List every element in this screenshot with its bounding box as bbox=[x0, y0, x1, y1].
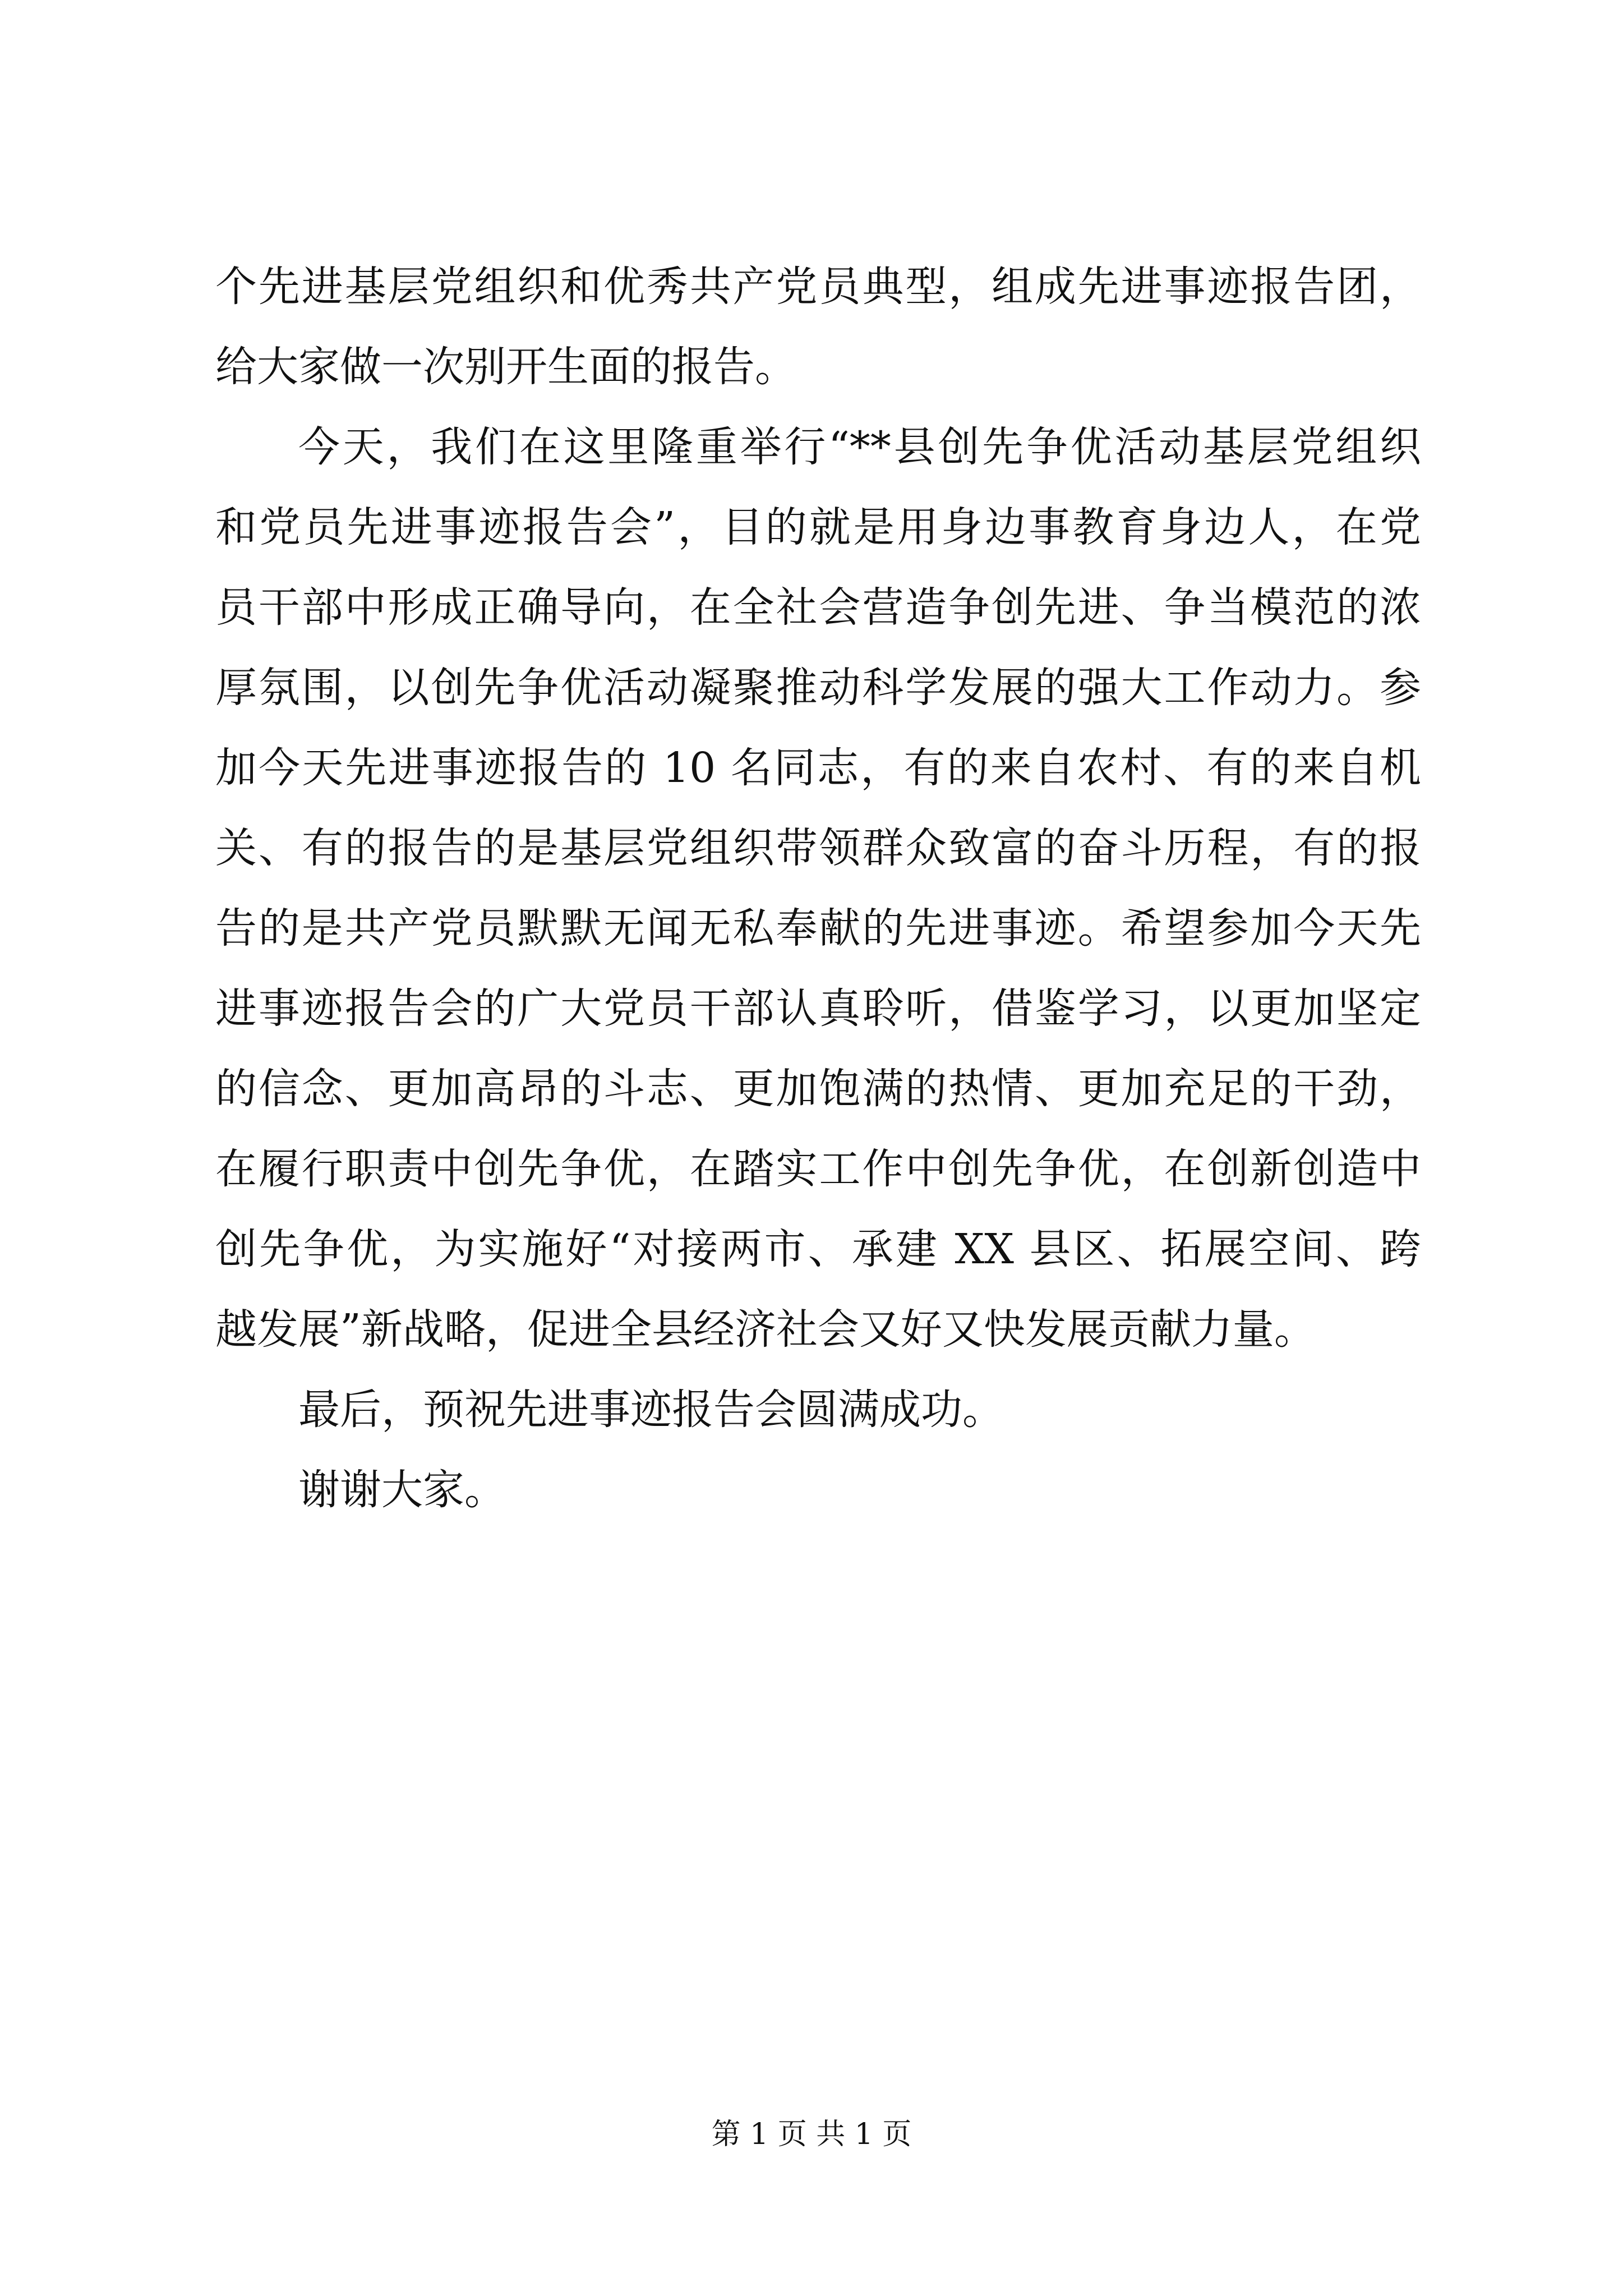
document-body bbox=[215, 247, 1421, 1530]
text-line: 加今天先进事迹报告的 10 名同志，有的来自农村、有的来自机 bbox=[215, 744, 1421, 792]
text-line: 进事迹报告会的广大党员干部认真聆听，借鉴学习，以更加坚定 bbox=[215, 984, 1421, 1033]
page-number-footer: 第 1 页 共 1 页 bbox=[711, 2118, 912, 2151]
thanks-line: 谢谢大家。 bbox=[298, 1466, 506, 1514]
text-line: 创先争优，为实施好“对接两市、承建 XX 县区、拓展空间、跨 bbox=[215, 1225, 1421, 1273]
text-line: 厚氛围，以创先争优活动凝聚推动科学发展的强大工作动力。参 bbox=[215, 664, 1421, 712]
text-line: 和党员先进事迹报告会”，目的就是用身边事教育身边人，在党 bbox=[215, 503, 1421, 551]
text-line: 在履行职责中创先争优，在踏实工作中创先争优，在创新创造中 bbox=[215, 1145, 1421, 1193]
text-line: 关、有的报告的是基层党组织带领群众致富的奋斗历程，有的报 bbox=[215, 824, 1421, 872]
text-line: 的信念、更加高昂的斗志、更加饱满的热情、更加充足的干劲， bbox=[215, 1065, 1421, 1113]
text-line: 给大家做一次别开生面的报告。 bbox=[215, 343, 796, 391]
closing-line: 最后，预祝先进事迹报告会圆满成功。 bbox=[298, 1386, 1004, 1434]
paragraph-start-line: 今天，我们在这里隆重举行“**县创先争优活动基层党组织 bbox=[298, 423, 1421, 471]
text-line: 越发展”新战略，促进全县经济社会又好又快发展贡献力量。 bbox=[215, 1305, 1316, 1354]
text-line: 告的是共产党员默默无闻无私奉献的先进事迹。希望参加今天先 bbox=[215, 904, 1421, 953]
text-line: 员干部中形成正确导向，在全社会营造争创先进、争当模范的浓 bbox=[215, 583, 1421, 632]
text-line: 个先进基层党组织和优秀共产党员典型，组成先进事迹报告团， bbox=[215, 263, 1421, 311]
